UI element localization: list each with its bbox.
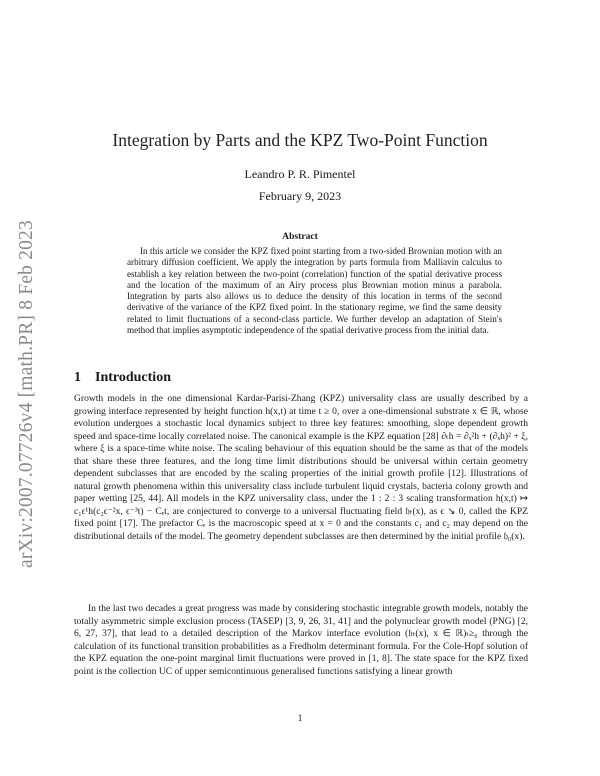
abstract-heading: Abstract <box>282 231 318 242</box>
section-number: 1 <box>74 370 81 385</box>
author-name: Leandro P. R. Pimentel <box>244 167 356 181</box>
section-heading <box>74 370 171 386</box>
page-number: 1 <box>297 713 303 724</box>
publication-date: February 9, 2023 <box>258 189 342 203</box>
abstract-text: In this article we consider the KPZ fixed point starting from a two-sided Brownian motion with an arbitrary diffusion coefficient. We apply the integration by parts formula from Malliavin calculus to establish a key relation between the two-point (correlation) function of the spatial derivative process and the location of the maximum of an Airy process plus Brownian motion minus a parabola. Integration by parts also allows us to deduce the density of this location in terms of the second derivative of the variance of the KPZ fixed point. In the stationary regime, we find the same density related to limit fluctuations of a second-class particle. We further develop an adaptation of Stein's method that implies asymptotic independence of the spatial derivative process from the initial data. <box>127 246 502 336</box>
body-paragraph: In the last two decades a great progress was made by considering stochastic integrable growth models, notably the totally asymmetric simple exclusion process (TASEP) [3, 9, 26, 31, 41] and the polynuclear growth model (PNG) [2, 6, 27, 37], that lead to a detailed description of the Markov interface evolution (𝔥ₜ(x), x ∈ ℝ)ₜ≥₀ through the calculation of its functional transition probabilities as a Fredholm determinant formula. For the Cole-Hopf solution of the KPZ equation the one-point marginal limit fluctuations were proved in [1, 8]. The state space for the KPZ fixed point is the collection UC of upper semicontinuous generalised functions satisfying a linear growth <box>74 603 528 677</box>
arxiv-identifier-stamp: arXiv:2007.07726v4 [math.PR] 8 Feb 2023 <box>16 220 37 568</box>
paper-title: Integration by Parts and the KPZ Two-Point Function <box>112 130 488 150</box>
body-paragraph: Growth models in the one dimensional Kardar-Parisi-Zhang (KPZ) universality class are usually described by a growing interface represented by height function h(x,t) at time t ≥ 0, over a one-dimensional substrate x ∈ ℝ, whose evolution undergoes a stochastic local dynamics subject to three key features: smoothing, slope dependent growth speed and space-time locally correlated noise. The canonical example is the KPZ equation [28] ∂ₜh = ∂ₓ²h + (∂ₓh)² + ξ, where ξ is a space-time white noise. The scaling behaviour of this equation should be the same as that of the models that share these three features, and the long time limit distributions should be universal within certain geometry dependent subclasses that are encoded by the scaling properties of the initial growth profile [12]. Illustrations of natural growth phenomena within this universality class include turbulent liquid crystals, bacteria colony growth and paper wetting [25, 44]. All models in the KPZ universality class, under the 1 : 2 : 3 scaling transformation h(x,t) ↦ c₁ϵ¹h(c₂ϵ⁻²x, ϵ⁻³t) − Cₑt, are conjectured to converge to a universal fluctuating field 𝔥ₜ(x), as ϵ ↘ 0, called the KPZ fixed point [17]. The prefactor Cₑ is the macroscopic speed at x = 0 and the constants c₁ and c₂ may depend on the distributional details of the model. The geometry dependent subclasses are then determined by the initial profile 𝔥₀(x). <box>74 393 528 543</box>
section-title: Introduction <box>95 370 171 385</box>
